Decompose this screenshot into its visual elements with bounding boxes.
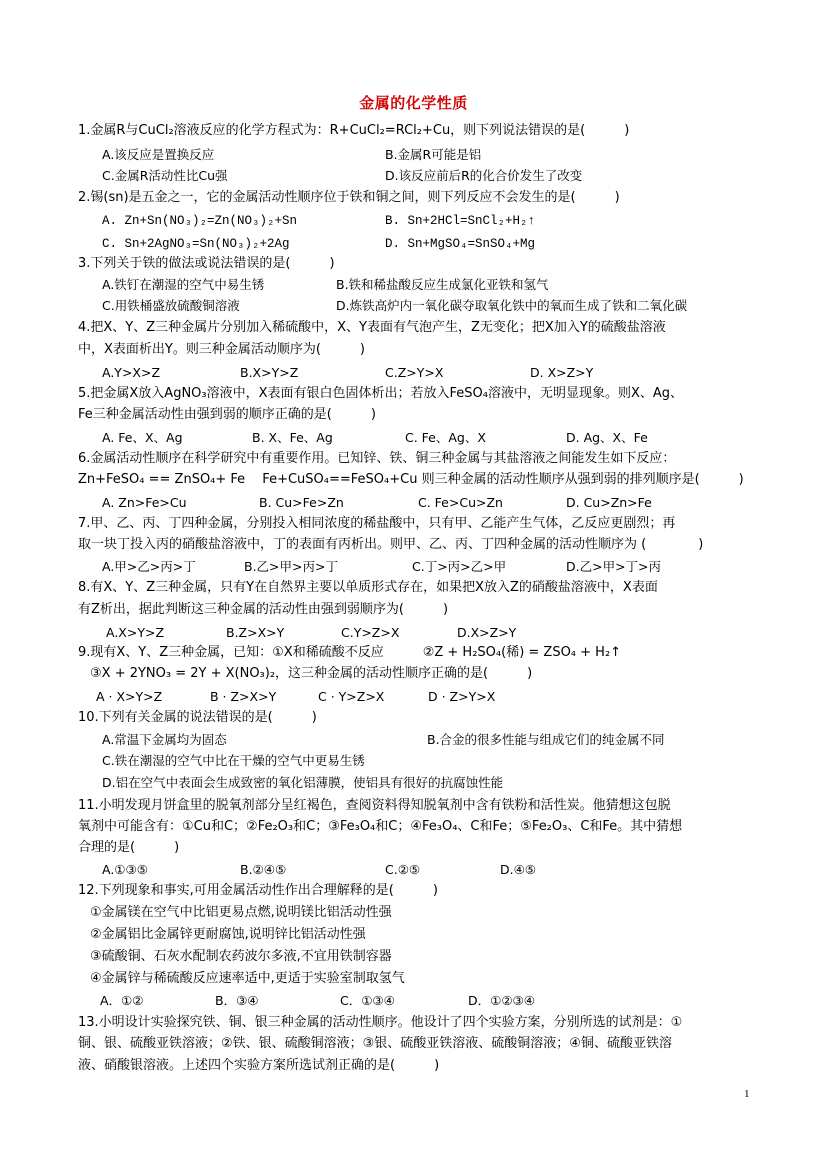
- q9-option-a: A · X>Y>Z: [96, 689, 163, 704]
- question-11-stem-2: 氧剂中可能含有：①Cu和C；②Fe₂O₃和C；③Fe₃O₄和C；④Fe₃O₄、C和Fe；⑤Fe₂O₃、C和Fe。其中猜想: [78, 819, 683, 834]
- q4-option-b: B.X>Y>Z: [240, 365, 299, 380]
- q12-option-d: D．①②③④: [468, 993, 535, 1008]
- q11-option-a: A.①③⑤: [102, 862, 148, 877]
- q7-option-a: A.甲>乙>丙>丁: [102, 559, 196, 574]
- q12-option-a: A．①②: [100, 993, 144, 1008]
- question-13-stem-3: 液、硝酸银溶液。上述四个实验方案所选试剂正确的是( ): [78, 1058, 440, 1073]
- q5-option-c: C. Fe、Ag、X: [405, 430, 486, 445]
- question-11-stem-1: 11.小明发现月饼盒里的脱氧剂部分呈红褐色，查阅资料得知脱氧剂中含有铁粉和活性炭。他猜想这包脱: [78, 798, 671, 813]
- question-5-stem-2: Fe三种金属活动性由强到弱的顺序正确的是( ): [78, 407, 376, 422]
- question-5-stem-1: 5.把金属X放入AgNO₃溶液中，X表面有银白色固体析出；若放入FeSO₄溶液中，无明显现象。则X、Ag、: [78, 386, 684, 401]
- q8-option-a: A.X>Y>Z: [106, 625, 165, 640]
- question-7-stem-2: 取一块丁投入丙的硝酸盐溶液中，丁的表面有丙析出。则甲、乙、丙、丁四种金属的活动性顺序为 ( ): [78, 537, 704, 552]
- q4-option-c: C.Z>Y>X: [385, 365, 444, 380]
- q1-option-a: A.该反应是置换反应: [102, 147, 215, 162]
- q11-option-d: D.④⑤: [500, 862, 537, 877]
- question-9-stem-2: ③X + 2YNO₃ = 2Y + X(NO₃)₂，这三种金属的活动性顺序正确的是( ): [90, 666, 533, 681]
- q2-option-a: A. Zn+Sn(NO₃)₂=Zn(NO₃)₂+Sn: [102, 214, 298, 228]
- q1-option-c: C.金属R活动性比Cu强: [102, 168, 228, 183]
- q6-option-a: A. Zn>Fe>Cu: [102, 495, 187, 510]
- q4-option-a: A.Y>X>Z: [102, 365, 161, 380]
- q2-option-b: B. Sn+2HCl=SnCl₂+H₂↑: [385, 214, 536, 228]
- question-10-stem: 10.下列有关金属的说法错误的是( ): [78, 710, 317, 725]
- q10-option-d: D.铝在空气中表面会生成致密的氧化铝薄膜，使铝具有很好的抗腐蚀性能: [102, 775, 504, 790]
- q12-statement-2: ②金属铝比金属锌更耐腐蚀,说明锌比铝活动性强: [90, 927, 366, 942]
- question-6-stem-1: 6.金属活动性顺序在科学研究中有重要作用。已知锌、铁、铜三种金属与其盐溶液之间能发生如下反应：: [78, 451, 676, 466]
- q8-option-b: B.Z>X>Y: [226, 625, 285, 640]
- question-8-stem-2: 有Z析出，据此判断这三种金属的活动性由强到弱顺序为( ): [78, 602, 449, 617]
- q9-option-c: C · Y>Z>X: [318, 689, 385, 704]
- q6-option-c: C. Fe>Cu>Zn: [418, 495, 503, 510]
- question-6-stem-2: Zn+FeSO₄ == ZnSO₄+ Fe Fe+CuSO₄==FeSO₄+Cu 则三种金属的活动性顺序从强到弱的排列顺序是( ): [78, 472, 744, 487]
- q3-option-c: C.用铁桶盛放硫酸铜溶液: [102, 298, 240, 313]
- question-9-stem-1: 9.现有X、Y、Z三种金属，已知：①X和稀硫酸不反应 ②Z + H₂SO₄(稀) = ZSO₄ + H₂↑: [78, 645, 622, 660]
- q10-option-b: B.合金的很多性能与组成它们的纯金属不同: [427, 732, 665, 747]
- question-8-stem-1: 8.有X、Y、Z三种金属，只有Y在自然界主要以单质形式存在，如果把X放入Z的硝酸盐溶液中，X表面: [78, 580, 658, 595]
- q12-statement-3: ③硫酸铜、石灰水配制农药波尔多液,不宜用铁制容器: [90, 949, 392, 964]
- q9-option-b: B · Z>X>Y: [210, 689, 277, 704]
- question-3-stem: 3.下列关于铁的做法或说法错误的是( ): [78, 256, 335, 271]
- q2-option-c: C. Sn+2AgNO₃=Sn(NO₃)₂+2Ag: [102, 237, 290, 251]
- q1-option-d: D.该反应前后R的化合价发生了改变: [385, 168, 583, 183]
- q12-statement-1: ①金属镁在空气中比铝更易点燃,说明镁比铝活动性强: [90, 905, 392, 920]
- q3-option-a: A.铁钉在潮湿的空气中易生锈: [102, 277, 265, 292]
- q5-option-a: A. Fe、X、Ag: [102, 430, 183, 445]
- document-title: 金属的化学性质: [359, 94, 468, 112]
- q7-option-b: B.乙>甲>丙>丁: [244, 559, 338, 574]
- q4-option-d: D. X>Z>Y: [530, 365, 594, 380]
- q7-option-c: C.丁>丙>乙>甲: [412, 559, 507, 574]
- page-number: 1: [744, 1088, 750, 1100]
- question-4-stem-1: 4.把X、Y、Z三种金属片分别加入稀硫酸中，X、Y表面有气泡产生，Z无变化；把X加入Y的硫酸盐溶液: [78, 320, 666, 335]
- q6-option-d: D. Cu>Zn>Fe: [566, 495, 652, 510]
- q7-option-d: D.乙>甲>丁>丙: [566, 559, 662, 574]
- question-7-stem-1: 7.甲、乙、丙、丁四种金属，分别投入相同浓度的稀盐酸中，只有甲、乙能产生气体，乙反应更剧烈；再: [78, 516, 676, 531]
- q3-option-d: D.炼铁高炉内一氧化碳夺取氧化铁中的氧而生成了铁和二氧化碳: [336, 298, 688, 313]
- q10-option-c: C.铁在潮湿的空气中比在干燥的空气中更易生锈: [102, 753, 365, 768]
- q12-option-b: B．③④: [215, 993, 259, 1008]
- question-13-stem-1: 13.小明设计实验探究铁、铜、银三种金属的活动性顺序。他设计了四个实验方案，分别所选的试剂是：①: [78, 1015, 683, 1030]
- q11-option-c: C.②⑤: [385, 862, 421, 877]
- q10-option-a: A.常温下金属均为固态: [102, 732, 227, 747]
- question-11-stem-3: 合理的是( ): [78, 840, 180, 855]
- q8-option-c: C.Y>Z>X: [341, 625, 400, 640]
- q8-option-d: D.X>Z>Y: [457, 625, 517, 640]
- q11-option-b: B.②④⑤: [240, 862, 287, 877]
- question-4-stem-2: 中，X表面析出Y。则三种金属活动顺序为( ): [78, 342, 365, 357]
- q5-option-d: D. Ag、X、Fe: [566, 430, 648, 445]
- q3-option-b: B.铁和稀盐酸反应生成氯化亚铁和氢气: [336, 277, 549, 292]
- question-2-stem: 2.锡(sn)是五金之一，它的金属活动性顺序位于铁和铜之间，则下列反应不会发生的是( ): [78, 190, 620, 205]
- question-1-stem: 1.金属R与CuCl₂溶液反应的化学方程式为：R+CuCl₂=RCl₂+Cu，则下列说法错误的是( ): [78, 123, 630, 138]
- q5-option-b: B. X、Fe、Ag: [252, 430, 333, 445]
- q6-option-b: B. Cu>Fe>Zn: [259, 495, 344, 510]
- q12-option-c: C．①③④: [340, 993, 395, 1008]
- q2-option-d: D. Sn+MgSO₄=SnSO₄+Mg: [385, 237, 536, 251]
- q9-option-d: D · Z>Y>X: [428, 689, 496, 704]
- q12-statement-4: ④金属锌与稀硫酸反应速率适中,更适于实验室制取氢气: [90, 971, 405, 986]
- question-12-stem: 12.下列现象和事实,可用金属活动性作出合理解释的是( ): [78, 883, 438, 898]
- q1-option-b: B.金属R可能是铝: [385, 147, 482, 162]
- question-13-stem-2: 铜、银、硫酸亚铁溶液；②铁、银、硫酸铜溶液；③银、硫酸亚铁溶液、硫酸铜溶液；④铜、硫酸亚铁溶: [78, 1036, 672, 1051]
